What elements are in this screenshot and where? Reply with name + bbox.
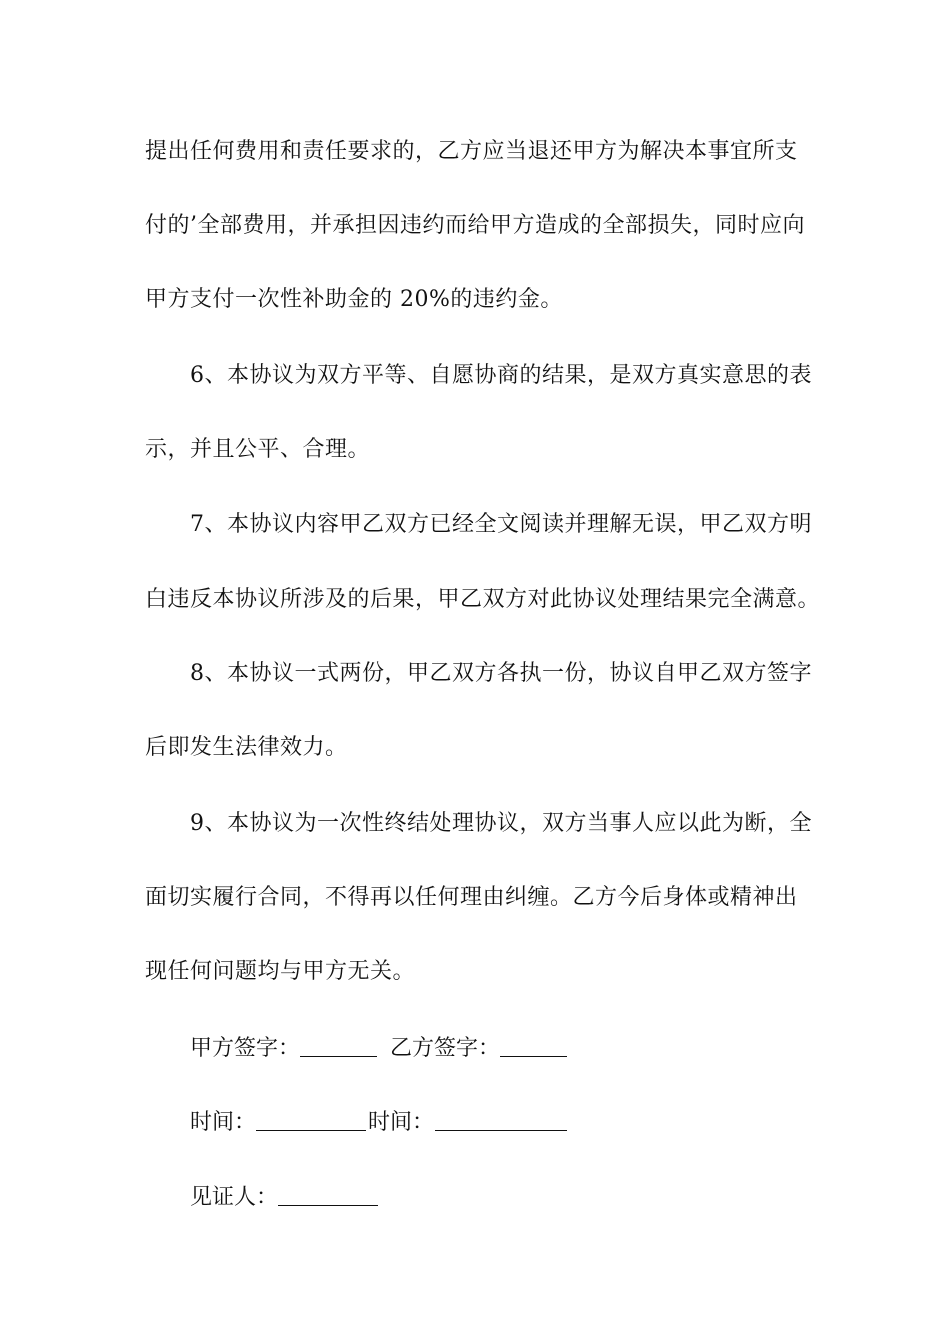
party-b-signature-blank[interactable] <box>500 1034 567 1057</box>
time-b-blank[interactable] <box>435 1108 567 1131</box>
time-b-label: 时间： <box>368 1110 435 1135</box>
party-b-signature-label: 乙方签字： <box>390 1036 501 1061</box>
paragraph-line: 现任何问题均与甲方无关。 <box>145 959 416 984</box>
clause-7-line: 7、本协议内容甲乙双方已经全文阅读并理解无误，甲乙双方明 <box>190 512 812 537</box>
witness-blank[interactable] <box>278 1183 378 1206</box>
party-a-signature-blank[interactable] <box>300 1034 377 1057</box>
paragraph-line: 示，并且公平、合理。 <box>145 437 371 462</box>
paragraph-line: 付的’全部费用，并承担因违约而给甲方造成的全部损失，同时应向 <box>145 213 805 238</box>
paragraph-line: 白违反本协议所涉及的后果，甲乙双方对此协议处理结果完全满意。 <box>145 587 821 612</box>
clause-8-line: 8、本协议一式两份，甲乙双方各执一份，协议自甲乙双方签字 <box>190 661 812 686</box>
paragraph-line: 面切实履行合同，不得再以任何理由纠缠。乙方今后身体或精神出 <box>145 885 798 910</box>
party-a-signature-label: 甲方签字： <box>190 1036 301 1061</box>
clause-9-line: 9、本协议为一次性终结处理协议，双方当事人应以此为断，全 <box>190 811 812 836</box>
paragraph-line: 后即发生法律效力。 <box>145 735 348 760</box>
paragraph-line: 提出任何费用和责任要求的，乙方应当退还甲方为解决本事宜所支 <box>145 139 798 164</box>
clause-6-line: 6、本协议为双方平等、自愿协商的结果，是双方真实意思的表 <box>190 363 812 388</box>
time-a-label: 时间： <box>190 1110 257 1135</box>
paragraph-line: 甲方支付一次性补助金的 20%的违约金。 <box>145 287 563 312</box>
time-a-blank[interactable] <box>256 1108 366 1131</box>
witness-label: 见证人： <box>190 1185 279 1210</box>
